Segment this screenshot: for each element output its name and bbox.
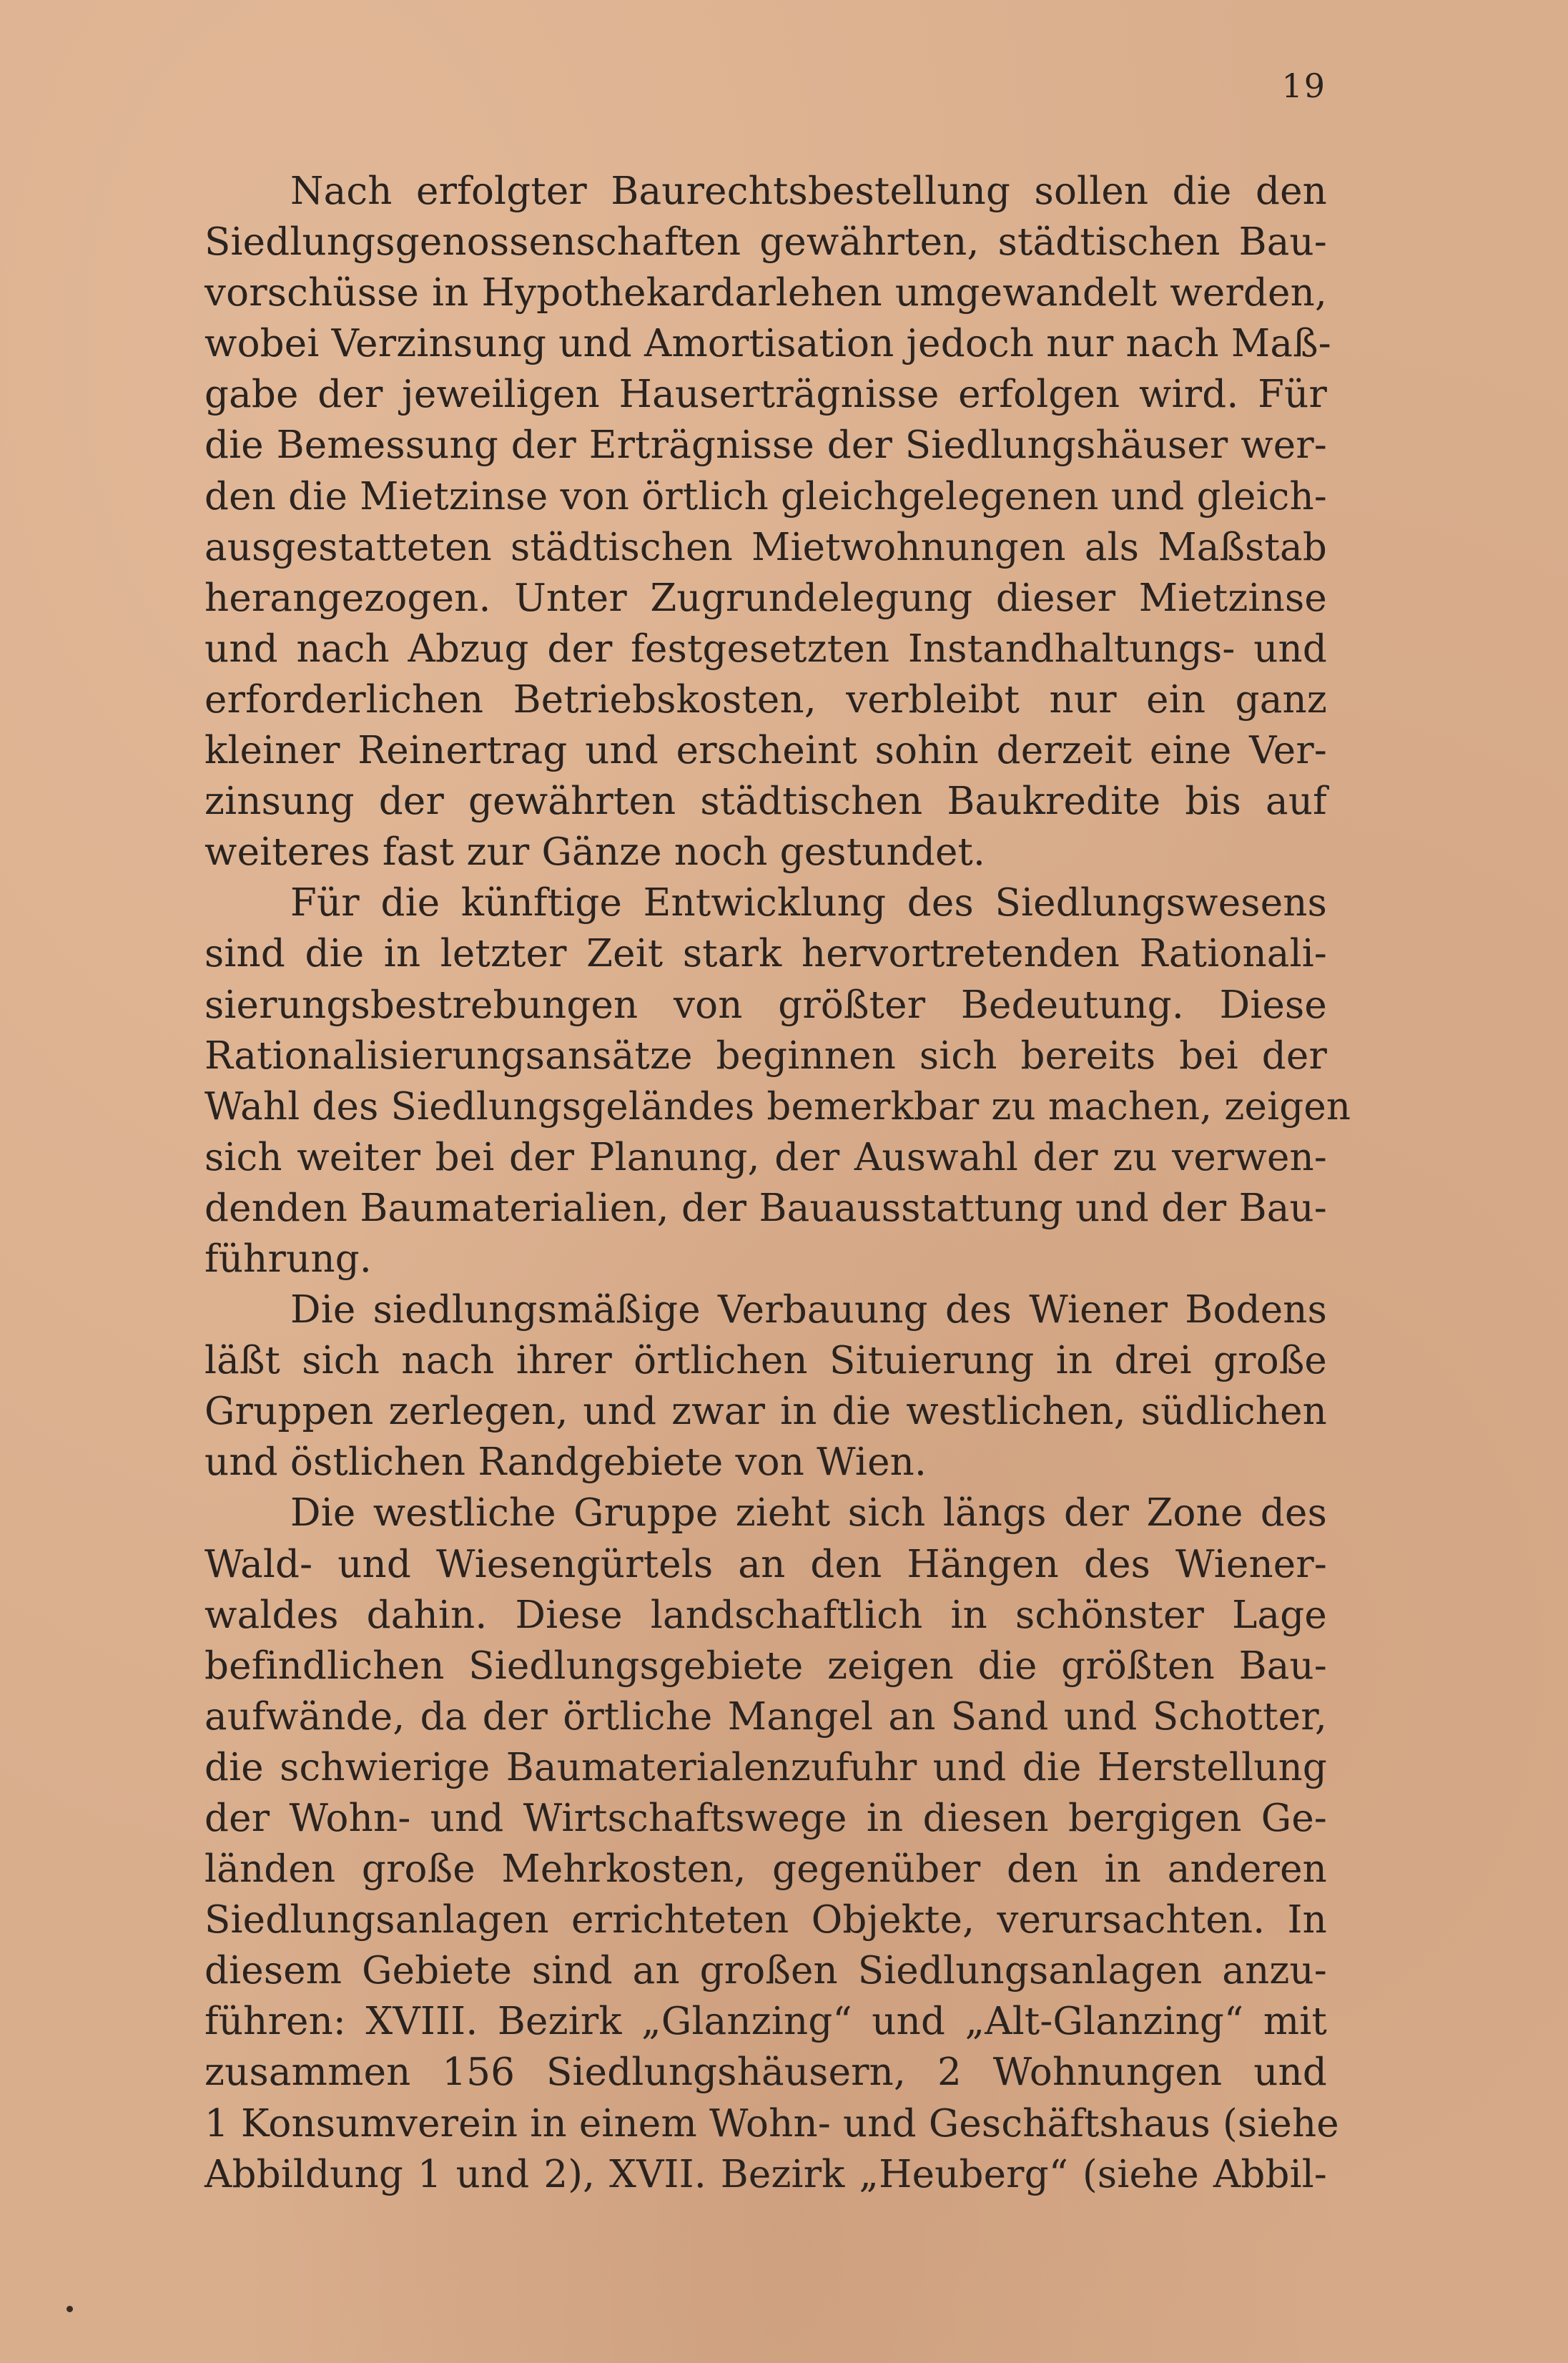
text-line: Rationalisierungsansätze beginnen sich bereits bei der (204, 1033, 1327, 1078)
text-line: Siedlungsgenossenschaften gewährten, städtischen Bau- (204, 220, 1327, 265)
text-line: Für die künftige Entwicklung des Siedlungswesens (290, 881, 1327, 925)
page-number: 19 (1281, 67, 1326, 105)
text-line: denden Baumaterialien, der Bauausstattung und der Bau- (204, 1186, 1327, 1230)
text-line: Nach erfolgter Baurechtsbestellung sollen die den (290, 170, 1327, 213)
text-line: führung. (204, 1237, 372, 1281)
text-line: gabe der jeweiligen Hauserträgnisse erfolgen wird. Für (204, 373, 1327, 417)
text-line: diesem Gebiete sind an großen Siedlungsanlagen anzu- (204, 1949, 1327, 1993)
text-line: herangezogen. Unter Zugrundelegung dieser Mietzinse (204, 576, 1327, 620)
text-line: zinsung der gewährten städtischen Baukredite bis auf (204, 780, 1327, 824)
text-line: länden große Mehrkosten, gegenüber den in anderen (204, 1847, 1327, 1892)
text-line: Abbildung 1 und 2), XVII. Bezirk „Heuberg“ (siehe Abbil- (204, 2152, 1327, 2196)
text-line: Die westliche Gruppe zieht sich längs der Zone des (290, 1491, 1327, 1536)
paragraph-2 (204, 878, 1351, 1284)
paragraph-1 (204, 166, 1331, 878)
paragraph-4 (204, 1488, 1339, 2199)
text-line: waldes dahin. Diese landschaftlich in schönster Lage (204, 1593, 1327, 1637)
text-line: Wald- und Wiesengürtels an den Hängen des Wiener- (204, 1542, 1327, 1586)
text-line: erforderlichen Betriebskosten, verbleibt nur ein ganz (204, 677, 1327, 722)
text-line: Die siedlungsmäßige Verbauung des Wiener Bodens (290, 1288, 1327, 1332)
paragraph-3 (204, 1284, 1327, 1488)
text-line: die schwierige Baumaterialenzufuhr und die Herstellung (204, 1745, 1327, 1789)
paper-speck (66, 2306, 73, 2312)
text-line: die Bemessung der Erträgnisse der Siedlungshäuser wer- (204, 423, 1327, 468)
text-line: und nach Abzug der festgesetzten Instandhaltungs- und (204, 627, 1327, 671)
text-line: und östlichen Randgebiete von Wien. (204, 1440, 927, 1485)
text-line: befindlichen Siedlungsgebiete zeigen die größten Bau- (204, 1644, 1327, 1688)
text-line: zusammen 156 Siedlungshäusern, 2 Wohnungen und (204, 2050, 1327, 2095)
text-line: führen: XVIII. Bezirk „Glanzing“ und „Alt-Glanzing“ mit (204, 2000, 1327, 2044)
text-line: 1 Konsumverein in einem Wohn- und Geschäftshaus (siehe (204, 2101, 1339, 2146)
text-line: vorschüsse in Hypothekardarlehen umgewandelt werden, (204, 271, 1327, 315)
text-line: der Wohn- und Wirtschaftswege in diesen bergigen Ge- (204, 1797, 1327, 1840)
text-line: sierungsbestrebungen von größter Bedeutung. Diese (204, 983, 1327, 1027)
text-line: Wahl des Siedlungsgeländes bemerkbar zu machen, zeigen (204, 1084, 1351, 1129)
text-line: wobei Verzinsung und Amortisation jedoch nur nach Maß- (204, 322, 1331, 366)
text-line: Siedlungsanlagen errichteten Objekte, verursachten. In (204, 1898, 1327, 1942)
text-line: den die Mietzinse von örtlich gleichgelegenen und gleich- (204, 474, 1327, 519)
text-line: weiteres fast zur Gänze noch gestundet. (204, 830, 986, 875)
text-line: Gruppen zerlegen, und zwar in die westlichen, südlichen (204, 1390, 1327, 1434)
text-line: sich weiter bei der Planung, der Auswahl der zu verwen- (204, 1135, 1327, 1179)
text-line: aufwände, da der örtliche Mangel an Sand und Schotter, (204, 1694, 1327, 1739)
text-line: kleiner Reinertrag und erscheint sohin derzeit eine Ver- (204, 729, 1327, 773)
body-text (204, 166, 1351, 2200)
text-line: ausgestatteten städtischen Mietwohnungen als Maßstab (204, 525, 1327, 569)
text-line: sind die in letzter Zeit stark hervortretenden Rationali- (204, 932, 1327, 976)
text-line: läßt sich nach ihrer örtlichen Situierung in drei große (204, 1339, 1327, 1383)
